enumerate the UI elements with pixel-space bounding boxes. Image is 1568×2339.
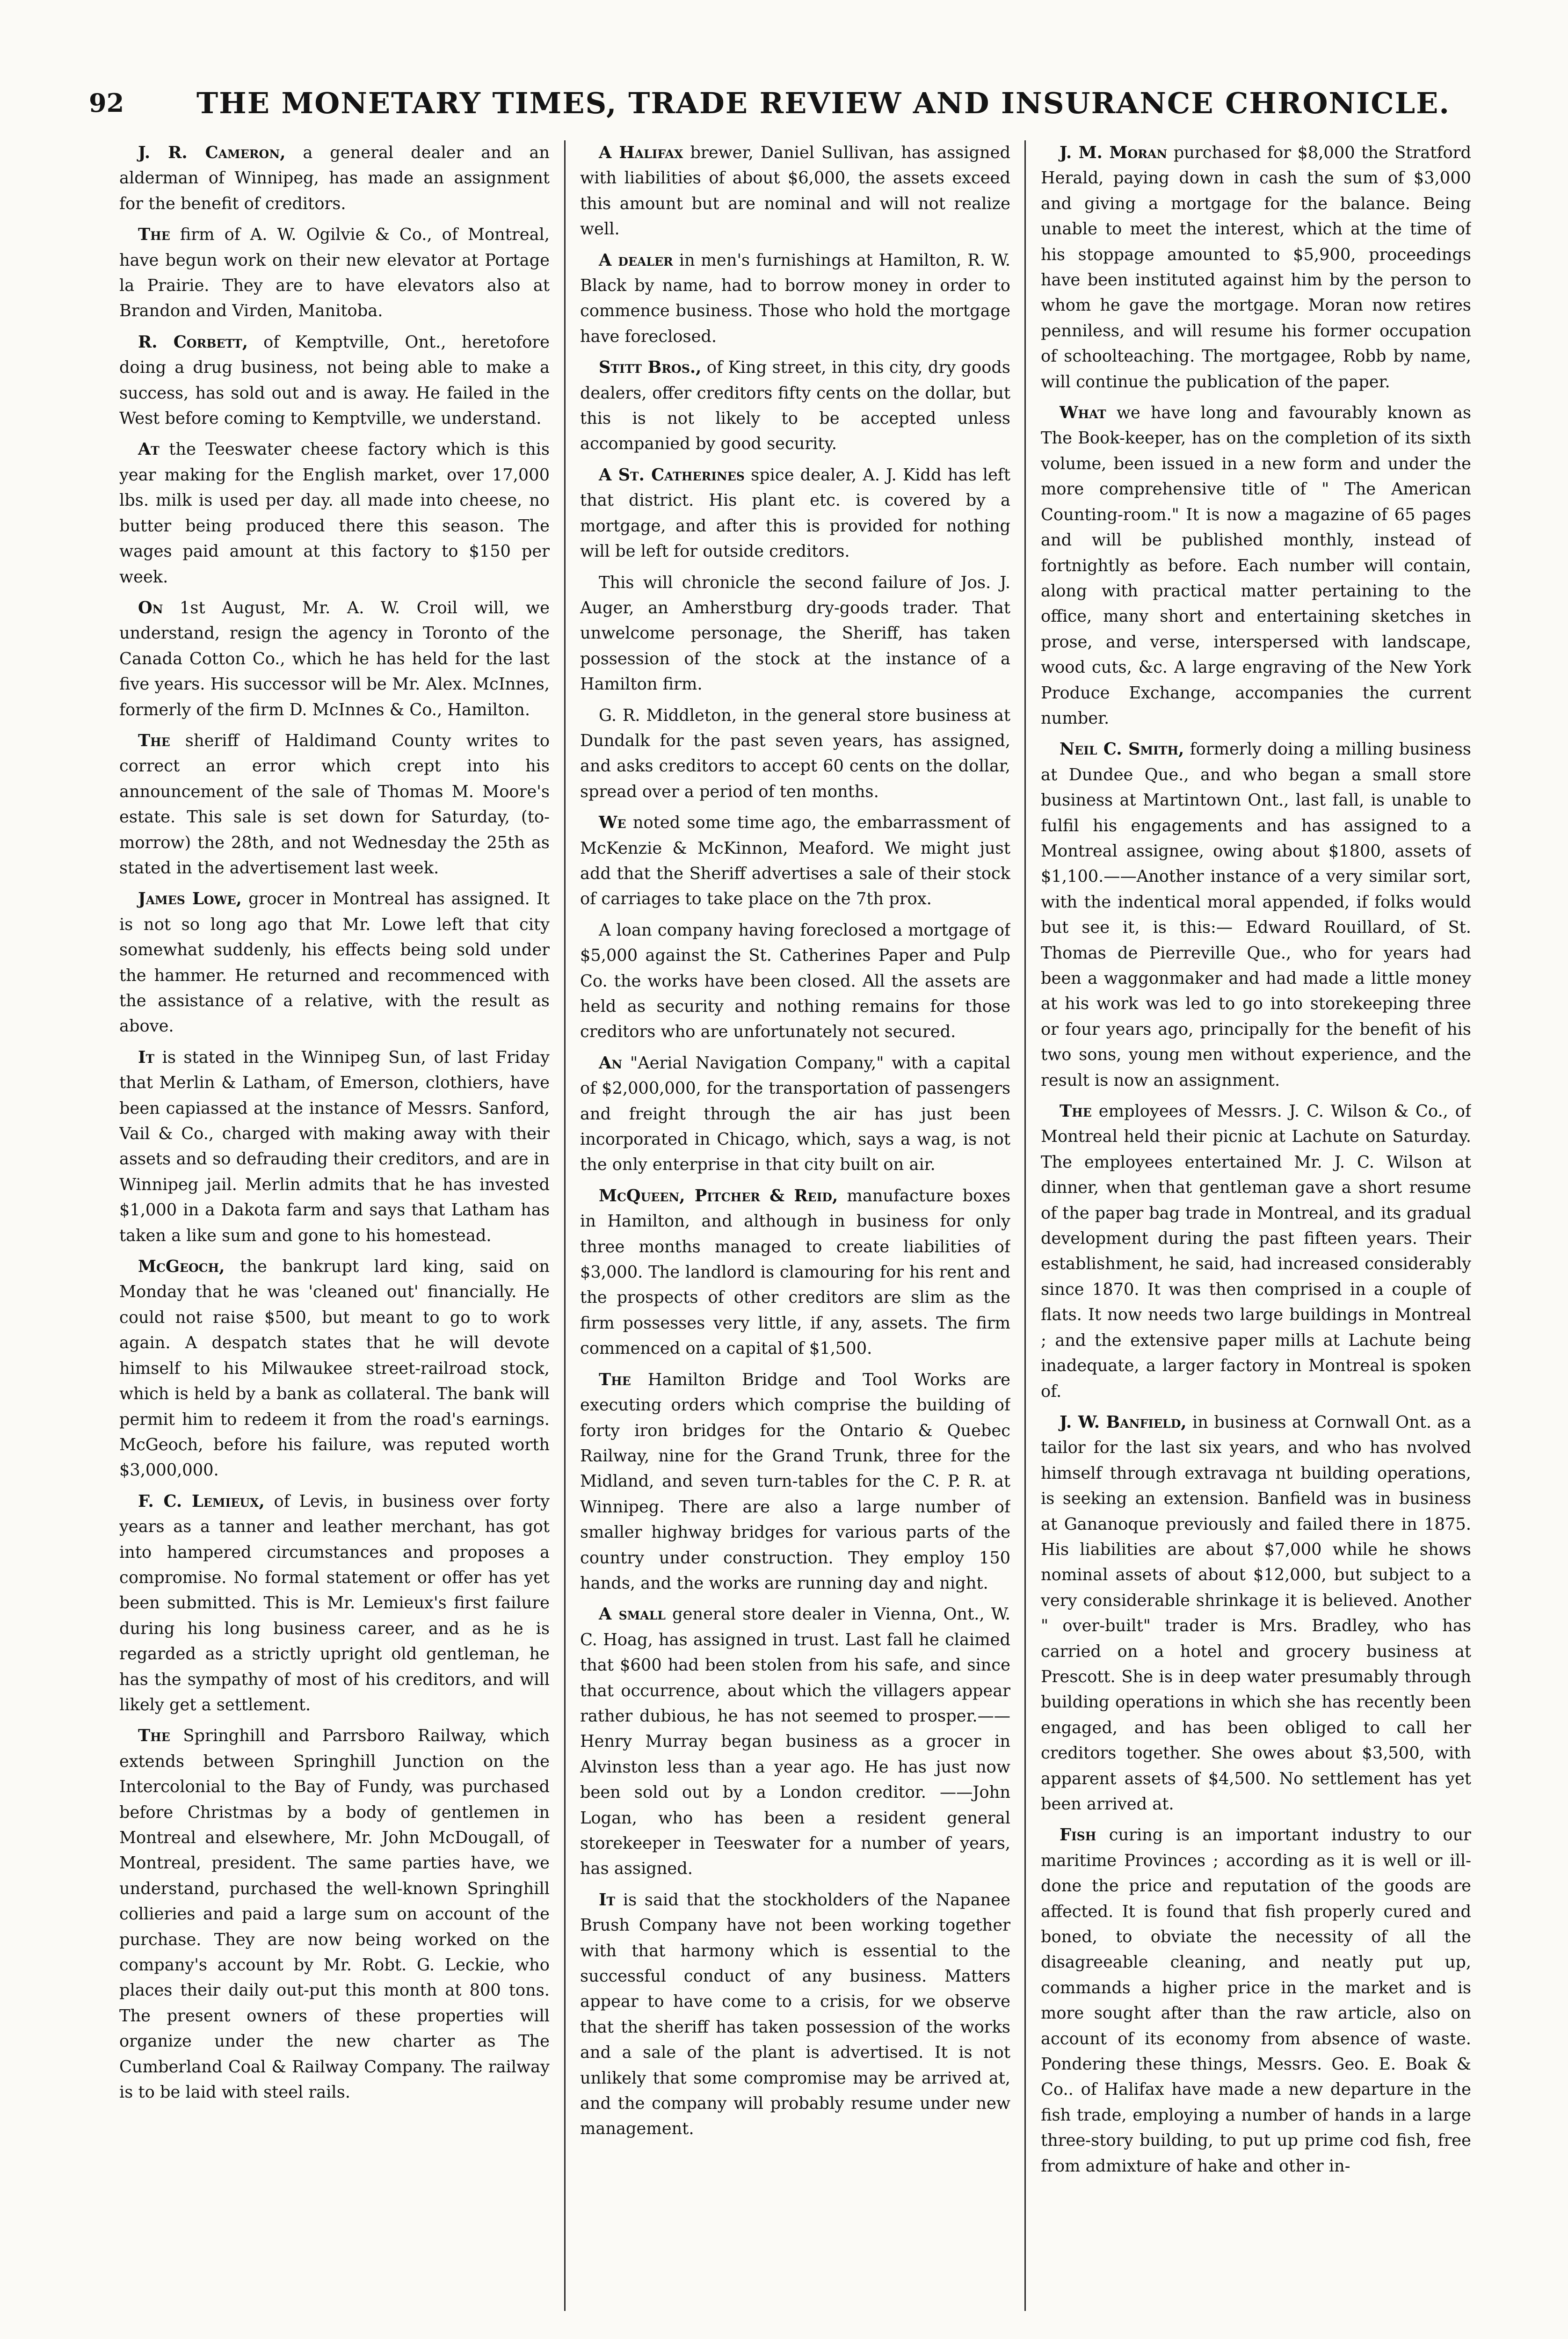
article-paragraph [119, 728, 550, 881]
article-paragraph [119, 222, 550, 324]
column-divider [1024, 140, 1026, 2311]
article-paragraph [119, 1489, 550, 1718]
article-paragraph [1041, 737, 1471, 1093]
article-lead: The [138, 225, 170, 245]
article-lead: An [599, 1053, 623, 1073]
article-paragraph [1041, 140, 1471, 395]
article-text: curing is an important industry to our maritime Provinces ; according as it is well or ill-done the price and reputation of the goods are affected. It is found that fish properly cured and boned, to obviate the necessity of all the disagreeable cleaning, and neatly put up, commands a higher price in the market and is more sought after than the raw article, also on account of its economy from absence of waste. Pondering these things, Messrs. Geo. E. Boak & Co.. of Halifax have made a new departure in the fish trade, employing a number of hands in a large three-story building, to put up prime cod fish, free from admixture of hake and other in- [1041, 1825, 1471, 2176]
article-lead: It [599, 1890, 616, 1910]
article-text: employees of Messrs. J. C. Wilson & Co., of Montreal held their picnic at Lachute on Saturday. The employees entertained Mr. J. C. Wilson at dinner, when that gentleman gave a short resume of the paper bag trade in Montreal, and its gradual development during the past fifteen years. Their establishment, he said, had increased considerably since 1870. It was then comprised in a couple of flats. It now needs two large buildings in Montreal ; and the extensive paper mills at Lachute being inadequate, a larger factory in Montreal is spoken of. [1041, 1102, 1471, 1401]
article-paragraph [119, 140, 550, 217]
article-paragraph [1041, 400, 1471, 731]
article-lead: At [138, 440, 160, 459]
article-text: Hamilton Bridge and Tool Works are executing orders which comprise the building of forty iron bridges for the Ontario & Quebec Railway, nine for the Grand Trunk, three for the Midland, and seven turn-tables for the C. P. R. at Winnipeg. There are also a large number of smaller highway bridges for various parts of the country under construction. They employ 150 hands, and the works are running day and night. [580, 1370, 1010, 1593]
article-lead: J. M. Moran [1060, 143, 1168, 162]
article-text: G. R. Middleton, in the general store business at Dundalk for the past seven years, has assigned, and asks creditors to accept 60 cents on the dollar, spread over a period of ten months. [580, 705, 1010, 801]
article-text: noted some time ago, the embarrassment of McKenzie & McKinnon, Meaford. We might just add that the Sheriff advertises a sale of their stock of carriages to take place on the 7th prox. [580, 813, 1010, 909]
article-paragraph [580, 248, 1010, 350]
article-paragraph [119, 886, 550, 1039]
article-lead: Neil C. Smith, [1060, 740, 1184, 759]
article-lead: J. W. Banfield, [1060, 1412, 1187, 1432]
article-lead: Fish [1060, 1825, 1096, 1845]
article-lead: A dealer [599, 250, 673, 270]
article-lead: McGeoch, [138, 1257, 225, 1277]
article-text: in men's furnishings at Hamilton, R. W. Black by name, had to borrow money in order to commence business. Those who hold the mortgage have foreclosed. [580, 250, 1010, 346]
article-lead: We [599, 813, 626, 833]
article-text: formerly doing a milling business at Dundee Que., and who began a small store business at Martintown Ont., last fall, is unable to fulfil his engagements and has assigned to a Montreal assignee, owing about $1800, assets of $1,100.——Another instance of a very similar sort, with the indentical moral appended, if folks would but see it, is this:— Edward Rouillard, of St. Thomas de Pierreville Que., who for years had been a waggonmaker and had made a little money at his work was led to go into storekeeping three or four years ago, principally for the benefit of his two sons, young men without experience, and the result is now an assignment. [1041, 740, 1471, 1090]
article-text: grocer in Montreal has assigned. It is not so long ago that Mr. Lowe left that city somewhat suddenly, his effects being sold under the hammer. He returned and recommenced with the assistance of a relative, with the result as above. [119, 889, 550, 1036]
article-lead: James Lowe, [138, 889, 242, 909]
article-text: a general dealer and an alderman of Winnipeg, has made an assignment for the benefit of creditors. [119, 143, 550, 213]
article-paragraph [580, 570, 1010, 697]
article-text: firm of A. W. Ogilvie & Co., of Montreal, have begun work on their new elevator at Portage la Prairie. They are to have elevators also at Brandon and Virden, Manitoba. [119, 225, 550, 321]
article-text: Springhill and Parrsboro Railway, which extends between Springhill Junction on the Intercolonial to the Bay of Fundy, was purchased before Christmas by a body of gentlemen in Montreal and elsewhere, Mr. John McDougall, of Montreal, president. The same parties have, we understand, purchased the well-known Springhill collieries and paid a large sum on account of the purchase. They are now being worked on the company's account by Mr. Robt. G. Leckie, who places their daily out-put this month at 800 tons. The present owners of these properties will organize under the new charter as The Cumberland Coal & Railway Company. The railway is to be laid with steel rails. [119, 1726, 550, 2102]
article-lead: A small [599, 1605, 666, 1624]
text-column-1 [119, 140, 550, 2311]
article-lead: The [599, 1370, 631, 1389]
article-text: the bankrupt lard king, said on Monday that he was 'cleaned out' financially. He could not raise $500, but meant to go to work again. A despatch states that he will devote himself to his Milwaukee street-railroad stock, which is held by a bank as collateral. The bank will permit him to redeem it from the road's earnings. McGeoch, before his failure, was reputed worth $3,000,000. [119, 1257, 550, 1480]
article-text: we have long and favourably known as The Book-keeper, has on the completion of its sixth volume, been issued in a new form and under the more comprehensive title of " The American Counting-room." It is now a magazine of 65 pages and will be published monthly, instead of fortnightly as before. Each number will contain, along with practical matter pertaining to the office, many short and entertaining sketches in prose, and verse, interspersed with landscape, wood cuts, &c. A large engraving of the New York Produce Exchange, accompanies the current number. [1041, 403, 1471, 728]
article-text: general store dealer in Vienna, Ont., W. C. Hoag, has assigned in trust. Last fall he claimed that $600 had been stolen from his safe, and since that occurrence, about which the villagers appear rather dubious, he has not seemed to prosper.——Henry Murray began business as a grocer in Alvinston less than a year ago. He has just now been sold out by a London creditor. ——John Logan, who has been a resident general storekeeper in Teeswater for a number of years, has assigned. [580, 1605, 1010, 1879]
article-paragraph [580, 810, 1010, 912]
article-lead: The [1060, 1102, 1092, 1121]
text-column-2 [580, 140, 1010, 2311]
page-header [89, 82, 1474, 124]
article-text: brewer, Daniel Sullivan, has assigned with liabilities of about $6,000, the assets exceed this amount but are nominal and will not realize well. [580, 143, 1010, 239]
article-text: the Teeswater cheese factory which is this year making for the English market, over 17,000 lbs. milk is used per day. all made into cheese, no butter being produced there this season. The wages paid amount at this factory to $150 per week. [119, 440, 550, 587]
article-paragraph [580, 1888, 1010, 2142]
column-divider [564, 140, 566, 2311]
article-lead: What [1060, 403, 1106, 423]
article-paragraph [119, 1045, 550, 1249]
article-paragraph [119, 1723, 550, 2105]
article-lead: A St. Catherines [599, 465, 745, 485]
article-paragraph [580, 140, 1010, 242]
article-paragraph [119, 437, 550, 589]
article-paragraph [580, 463, 1010, 565]
article-paragraph [1041, 1823, 1471, 2179]
article-paragraph [580, 1367, 1010, 1597]
page-title: THE MONETARY TIMES, TRADE REVIEW AND INSURANCE CHRONICLE. [196, 86, 1450, 120]
article-text: is said that the stockholders of the Napanee Brush Company have not been working together with that harmony which is essential to the successful conduct of any business. Matters appear to have come to a crisis, for we observe that the sheriff has taken possession of the works and a sale of the plant is advertised. It is not unlikely that some compromise may be arrived at, and the company will probably resume under new management. [580, 1890, 1010, 2139]
article-paragraph [119, 1254, 550, 1483]
article-text: manufacture boxes in Hamilton, and although in business for only three months managed to create liabilities of $3,000. The landlord is clamouring for his rent and the prospects of other creditors are slim as the firm possesses very little, if any, assets. The firm commenced on a capital of $1,500. [580, 1186, 1010, 1358]
article-text: purchased for $8,000 the Stratford Herald, paying down in cash the sum of $3,000 and giving a mortgage for the balance. Being unable to meet the interest, which at the time of his stoppage amounted to $5,900, proceedings have been instituted against him by the person to whom he gave the mortgage. Moran now retires penniless, and will resume his former occupation of schoolteaching. The mortgagee, Robb by name, will continue the publication of the paper. [1041, 143, 1471, 392]
article-lead: F. C. Lemieux, [138, 1491, 265, 1511]
article-lead: The [138, 731, 170, 750]
article-paragraph [119, 596, 550, 723]
article-text: sheriff of Haldimand County writes to correct an error which crept into his announcement of the sale of Thomas M. Moore's estate. This sale is set down for Saturday, (to-morrow) the 28th, and not Wednesday the 25th as stated in the advertisement last week. [119, 731, 550, 878]
article-lead: J. R. Cameron, [138, 143, 286, 162]
article-paragraph [1041, 1099, 1471, 1404]
article-text: of Levis, in business over forty years as a tanner and leather merchant, has got into hampered circumstances and proposes a compromise. No formal statement or offer has yet been submitted. This is Mr. Lemieux's first failure during his long business career, and as he is regarded as a strictly upright old gentleman, he has the sympathy of most of his creditors, and will likely get a settlement. [119, 1491, 550, 1714]
article-lead: A Halifax [599, 143, 683, 162]
article-paragraph [580, 1602, 1010, 1881]
article-paragraph [580, 1051, 1010, 1178]
article-lead: It [138, 1047, 155, 1067]
article-paragraph [119, 330, 550, 432]
article-text: in business at Cornwall Ont. as a tailor for the last six years, and who has nvolved himself through extravaga nt building operations, is seeking an extension. Banfield was in business at Gananoque previously and failed there in 1875. His liabilities are about $7,000 while he shows nominal assets of about $12,000, but subject to a very considerable shrinkage it is believed. Another " over-built" trader is Mrs. Bradley, who has carried on a hotel and grocery business at Prescott. She is in deep water presumably through building operations in which she has recently been engaged, and has been obliged to call her creditors together. She owes about $3,500, with apparent assets of $4,500. No settlement has yet been arrived at. [1041, 1412, 1471, 1814]
article-lead: R. Corbett, [138, 332, 248, 352]
article-text: of Kemptville, Ont., heretofore doing a drug business, not being able to make a success, has sold out and is away. He failed in the West before coming to Kemptville, we understand. [119, 332, 550, 429]
article-text: 1st August, Mr. A. W. Croil will, we understand, resign the agency in Toronto of the Canada Cotton Co., which he has held for the last five years. His successor will be Mr. Alex. McInnes, formerly of the firm D. McInnes & Co., Hamilton. [119, 598, 550, 719]
article-text: A loan company having foreclosed a mortgage of $5,000 against the St. Catherines Paper and Pulp Co. the works have been closed. All the assets are held as security and nothing remains for those creditors who are unfortunately not secured. [580, 920, 1010, 1042]
article-paragraph [1041, 1410, 1471, 1817]
text-column-3 [1041, 140, 1471, 2311]
article-lead: Stitt Bros., [599, 358, 702, 378]
article-paragraph [580, 918, 1010, 1045]
article-lead: McQueen, Pitcher & Reid, [599, 1186, 838, 1206]
article-text: This will chronicle the second failure of Jos. J. Auger, an Amherstburg dry-goods trader. That unwelcome personage, the Sheriff, has taken possession of the stock at the instance of a Hamilton firm. [580, 573, 1010, 694]
article-text: spice dealer, A. J. Kidd has left that district. His plant etc. is covered by a mortgage, and after this is provided for nothing will be left for outside creditors. [580, 465, 1010, 561]
article-text: of King street, in this city, dry goods dealers, offer creditors fifty cents on the dollar, but this is not likely to be accepted unless accompanied by good security. [580, 358, 1010, 454]
article-paragraph [580, 355, 1010, 457]
article-lead: The [138, 1726, 170, 1746]
article-paragraph [580, 1184, 1010, 1362]
article-lead: On [138, 598, 163, 617]
article-paragraph [580, 703, 1010, 805]
article-text: is stated in the Winnipeg Sun, of last Friday that Merlin & Latham, of Emerson, clothiers, have been capiassed at the instance of Messrs. Sanford, Vail & Co., charged with making away with their assets and so defrauding their creditors, and are in Winnipeg jail. Merlin admits that he has invested $1,000 in a Dakota farm and says that Latham has taken a like sum and gone to his homestead. [119, 1047, 550, 1245]
page-number: 92 [89, 88, 124, 118]
article-text: "Aerial Navigation Company," with a capital of $2,000,000, for the transportation of passengers and freight through the air has just been incorporated in Chicago, which, says a wag, is not the only enterprise in that city built on air. [580, 1053, 1010, 1175]
